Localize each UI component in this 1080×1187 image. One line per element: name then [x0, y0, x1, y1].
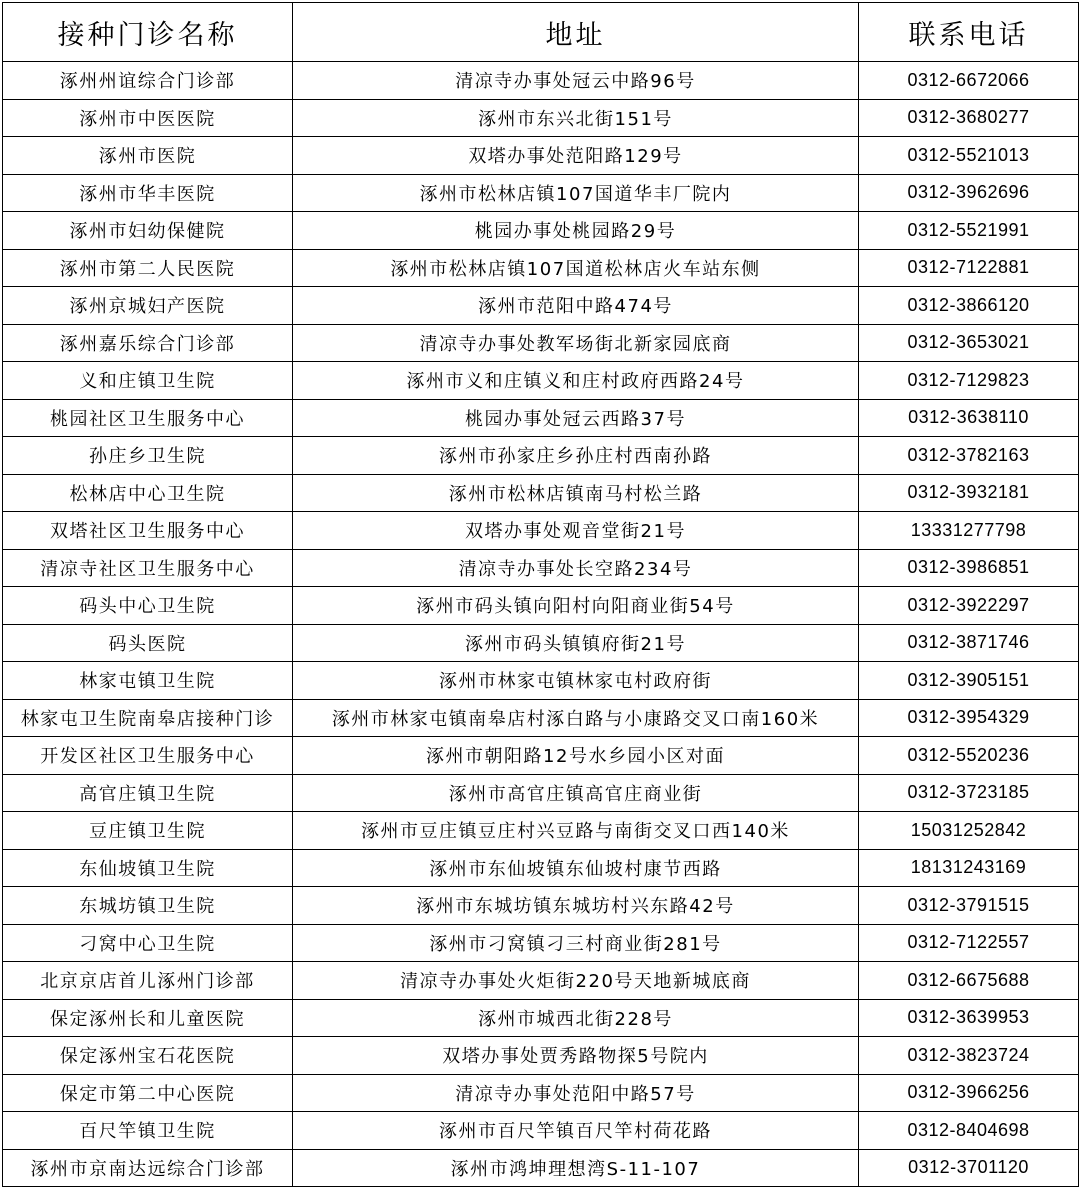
table-header-row [3, 3, 1079, 62]
table-row [3, 774, 1079, 812]
clinic-phone-cell: 0312-6672066 [859, 62, 1079, 100]
table-row [3, 812, 1079, 850]
clinic-address-cell: 清凉寺办事处范阳中路57号 [293, 1074, 859, 1112]
clinic-address-cell: 涿州市刁窝镇刁三村商业街281号 [293, 924, 859, 962]
table-body [3, 62, 1079, 1187]
clinic-address-cell: 桃园办事处桃园路29号 [293, 212, 859, 250]
table-row [3, 924, 1079, 962]
clinic-address-cell: 涿州市孙家庄乡孙庄村西南孙路 [293, 437, 859, 475]
table-row [3, 99, 1079, 137]
clinic-name-cell: 松林店中心卫生院 [3, 474, 293, 512]
column-header-address: 地址 [293, 3, 859, 62]
clinic-phone-cell: 0312-3932181 [859, 474, 1079, 512]
clinic-name-cell: 涿州京城妇产医院 [3, 287, 293, 325]
table-row [3, 399, 1079, 437]
clinic-name-cell: 保定市第二中心医院 [3, 1074, 293, 1112]
clinic-phone-cell: 15031252842 [859, 812, 1079, 850]
clinic-phone-cell: 0312-5521991 [859, 212, 1079, 250]
clinic-phone-cell: 0312-7129823 [859, 362, 1079, 400]
clinic-name-cell: 东城坊镇卫生院 [3, 887, 293, 925]
table-row [3, 174, 1079, 212]
clinic-name-cell: 林家屯镇卫生院 [3, 662, 293, 700]
clinic-address-cell: 涿州市义和庄镇义和庄村政府西路24号 [293, 362, 859, 400]
table-row [3, 737, 1079, 775]
clinic-name-cell: 双塔社区卫生服务中心 [3, 512, 293, 550]
table-row [3, 699, 1079, 737]
clinic-phone-cell: 0312-5521013 [859, 137, 1079, 175]
clinic-name-cell: 保定涿州宝石花医院 [3, 1037, 293, 1075]
clinic-phone-cell: 0312-3701120 [859, 1149, 1079, 1187]
clinic-phone-cell: 0312-8404698 [859, 1112, 1079, 1150]
clinic-name-cell: 保定涿州长和儿童医院 [3, 999, 293, 1037]
clinic-address-cell: 涿州市范阳中路474号 [293, 287, 859, 325]
clinic-phone-cell: 0312-3966256 [859, 1074, 1079, 1112]
table-row [3, 1037, 1079, 1075]
clinic-address-cell: 涿州市码头镇向阳村向阳商业街54号 [293, 587, 859, 625]
clinic-name-cell: 北京京店首儿涿州门诊部 [3, 962, 293, 1000]
clinic-phone-cell: 0312-3954329 [859, 699, 1079, 737]
clinic-name-cell: 刁窝中心卫生院 [3, 924, 293, 962]
clinic-address-cell: 清凉寺办事处火炬街220号天地新城底商 [293, 962, 859, 1000]
clinic-phone-cell: 0312-7122881 [859, 249, 1079, 287]
table-row [3, 62, 1079, 100]
table-row [3, 887, 1079, 925]
clinic-phone-cell: 0312-3905151 [859, 662, 1079, 700]
clinic-phone-cell: 0312-3871746 [859, 624, 1079, 662]
clinic-address-cell: 涿州市东城坊镇东城坊村兴东路42号 [293, 887, 859, 925]
table-row [3, 624, 1079, 662]
clinic-address-cell: 涿州市松林店镇107国道松林店火车站东侧 [293, 249, 859, 287]
clinic-phone-cell: 0312-5520236 [859, 737, 1079, 775]
table-row [3, 962, 1079, 1000]
clinic-name-cell: 豆庄镇卫生院 [3, 812, 293, 850]
clinic-name-cell: 开发区社区卫生服务中心 [3, 737, 293, 775]
clinic-address-cell: 涿州市松林店镇南马村松兰路 [293, 474, 859, 512]
clinic-name-cell: 涿州市妇幼保健院 [3, 212, 293, 250]
clinic-phone-cell: 0312-3782163 [859, 437, 1079, 475]
table-row [3, 1112, 1079, 1150]
clinic-address-cell: 涿州市林家屯镇南皋店村涿白路与小康路交叉口南160米 [293, 699, 859, 737]
clinic-address-cell: 双塔办事处贾秀路物探5号院内 [293, 1037, 859, 1075]
clinic-name-cell: 孙庄乡卫生院 [3, 437, 293, 475]
clinic-phone-cell: 0312-3653021 [859, 324, 1079, 362]
table-row [3, 512, 1079, 550]
clinic-name-cell: 涿州市华丰医院 [3, 174, 293, 212]
table-row [3, 999, 1079, 1037]
clinic-address-cell: 涿州市东仙坡镇东仙坡村康节西路 [293, 849, 859, 887]
table-row [3, 287, 1079, 325]
clinic-address-cell: 清凉寺办事处长空路234号 [293, 549, 859, 587]
clinic-address-cell: 涿州市城西北街228号 [293, 999, 859, 1037]
column-header-phone: 联系电话 [859, 3, 1079, 62]
table-row [3, 662, 1079, 700]
clinic-name-cell: 林家屯卫生院南皋店接种门诊 [3, 699, 293, 737]
table-row [3, 1149, 1079, 1187]
clinic-address-cell: 清凉寺办事处冠云中路96号 [293, 62, 859, 100]
clinic-phone-cell: 13331277798 [859, 512, 1079, 550]
clinic-name-cell: 桃园社区卫生服务中心 [3, 399, 293, 437]
clinic-address-cell: 涿州市码头镇镇府街21号 [293, 624, 859, 662]
clinic-phone-cell: 0312-3823724 [859, 1037, 1079, 1075]
table-row [3, 212, 1079, 250]
clinic-name-cell: 高官庄镇卫生院 [3, 774, 293, 812]
table-row [3, 1074, 1079, 1112]
clinic-address-cell: 涿州市鸿坤理想湾S-11-107 [293, 1149, 859, 1187]
clinic-address-cell: 涿州市百尺竿镇百尺竿村荷花路 [293, 1112, 859, 1150]
table-row [3, 249, 1079, 287]
clinic-phone-cell: 0312-3962696 [859, 174, 1079, 212]
clinic-address-cell: 涿州市林家屯镇林家屯村政府街 [293, 662, 859, 700]
clinic-phone-cell: 0312-3791515 [859, 887, 1079, 925]
clinic-phone-cell: 0312-3986851 [859, 549, 1079, 587]
clinic-phone-cell: 0312-3866120 [859, 287, 1079, 325]
clinic-address-cell: 桃园办事处冠云西路37号 [293, 399, 859, 437]
clinic-name-cell: 码头中心卫生院 [3, 587, 293, 625]
clinic-address-cell: 清凉寺办事处教军场街北新家园底商 [293, 324, 859, 362]
clinic-name-cell: 涿州州谊综合门诊部 [3, 62, 293, 100]
clinic-phone-cell: 0312-6675688 [859, 962, 1079, 1000]
table-row [3, 324, 1079, 362]
clinic-address-cell: 双塔办事处范阳路129号 [293, 137, 859, 175]
clinic-phone-cell: 0312-3922297 [859, 587, 1079, 625]
clinic-name-cell: 涿州市京南达远综合门诊部 [3, 1149, 293, 1187]
clinic-name-cell: 涿州市中医医院 [3, 99, 293, 137]
clinic-name-cell: 义和庄镇卫生院 [3, 362, 293, 400]
table-row [3, 849, 1079, 887]
clinic-name-cell: 涿州市第二人民医院 [3, 249, 293, 287]
table-row [3, 137, 1079, 175]
table-row [3, 587, 1079, 625]
clinic-phone-cell: 0312-7122557 [859, 924, 1079, 962]
clinic-name-cell: 码头医院 [3, 624, 293, 662]
column-header-name: 接种门诊名称 [3, 3, 293, 62]
clinic-phone-cell: 0312-3639953 [859, 999, 1079, 1037]
clinic-name-cell: 东仙坡镇卫生院 [3, 849, 293, 887]
clinic-address-cell: 涿州市豆庄镇豆庄村兴豆路与南街交叉口西140米 [293, 812, 859, 850]
clinic-address-cell: 双塔办事处观音堂街21号 [293, 512, 859, 550]
clinic-address-cell: 涿州市松林店镇107国道华丰厂院内 [293, 174, 859, 212]
clinic-address-cell: 涿州市东兴北街151号 [293, 99, 859, 137]
clinic-address-cell: 涿州市朝阳路12号水乡园小区对面 [293, 737, 859, 775]
table-row [3, 474, 1079, 512]
clinic-address-cell: 涿州市高官庄镇高官庄商业街 [293, 774, 859, 812]
clinic-table [2, 2, 1079, 1187]
clinic-phone-cell: 0312-3638110 [859, 399, 1079, 437]
clinic-phone-cell: 0312-3680277 [859, 99, 1079, 137]
clinic-name-cell: 清凉寺社区卫生服务中心 [3, 549, 293, 587]
clinic-phone-cell: 0312-3723185 [859, 774, 1079, 812]
table-row [3, 549, 1079, 587]
table-row [3, 362, 1079, 400]
clinic-name-cell: 百尺竿镇卫生院 [3, 1112, 293, 1150]
clinic-phone-cell: 18131243169 [859, 849, 1079, 887]
clinic-name-cell: 涿州市医院 [3, 137, 293, 175]
clinic-name-cell: 涿州嘉乐综合门诊部 [3, 324, 293, 362]
table-row [3, 437, 1079, 475]
